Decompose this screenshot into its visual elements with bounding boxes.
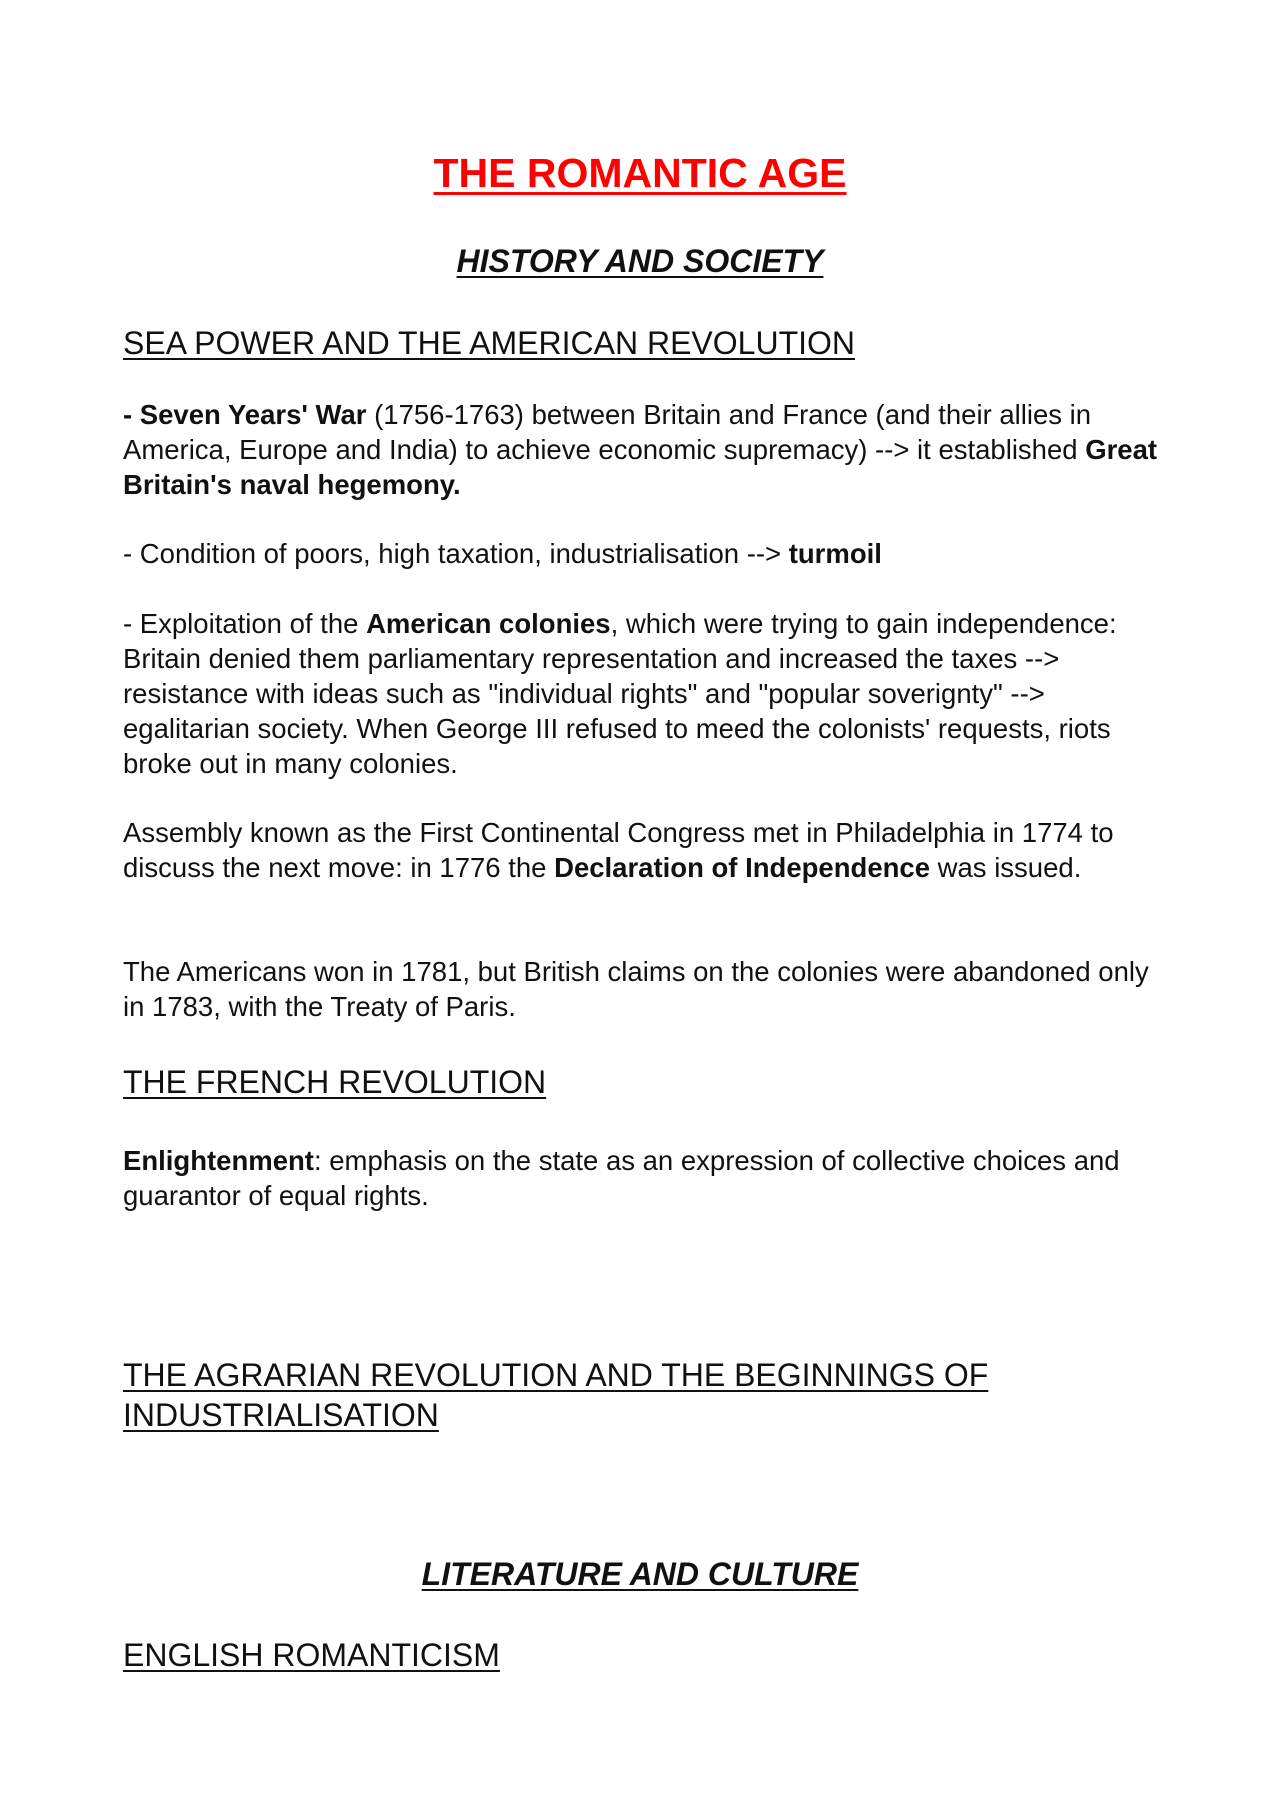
bold-naval-hegemony: Great Britain's naval hegemony.: [123, 434, 1158, 500]
text-condition-of-poors: - Condition of poors, high taxation, industrialisation -->: [123, 538, 789, 569]
text-congress-start: Assembly known as the First Continental Congress met in Philadelphia in 1774 to discuss the next move: in 1776 the: [123, 817, 1114, 883]
subheading-agrarian-revolution: THE AGRARIAN REVOLUTION AND THE BEGINNINGS OF INDUSTRIALISATION: [123, 1357, 989, 1433]
text-seven-years-war: (1756-1763) between Britain and France (and their allies in America, Europe and India) to achieve economic supremacy) --> it established: [123, 399, 1092, 465]
section-heading-literature-and-culture: LITERATURE AND CULTURE: [421, 1556, 859, 1592]
text-exploitation-end: , which were trying to gain independence: Britain denied them parliamentary representation and increased the taxes --> resistance with ideas such as "individual rights" and "popular soverignty" --> egalitarian society. When George III refused to meed the colonists' requests, riots broke out in many colonies.: [123, 608, 1117, 779]
subheading-sea-power: SEA POWER AND THE AMERICAN REVOLUTION: [123, 325, 855, 361]
paragraph-turmoil: [123, 536, 1173, 571]
subheading-french-revolution: THE FRENCH REVOLUTION: [123, 1064, 547, 1100]
subheading-english-romanticism: ENGLISH ROMANTICISM: [123, 1637, 500, 1673]
bold-seven-years-war: - Seven Years' War: [123, 399, 367, 430]
paragraph-enlightenment: [123, 1143, 1173, 1213]
paragraph-american-colonies: [123, 606, 1173, 781]
paragraph-treaty-of-paris: The Americans won in 1781, but British claims on the colonies were abandoned only in 1783, with the Treaty of Paris.: [123, 956, 1149, 1022]
section-heading-history-and-society: HISTORY AND SOCIETY: [456, 243, 824, 279]
text-congress-end: was issued.: [930, 852, 1082, 883]
bold-enlightenment: Enlightenment: [123, 1145, 314, 1176]
paragraph-continental-congress: [123, 815, 1173, 885]
bold-turmoil: turmoil: [788, 538, 882, 569]
bold-american-colonies: American colonies: [366, 608, 611, 639]
bold-declaration-of-independence: Declaration of Independence: [554, 852, 931, 883]
text-exploitation-start: - Exploitation of the: [123, 608, 367, 639]
text-enlightenment: : emphasis on the state as an expression of collective choices and guarantor of equal rights.: [123, 1145, 1120, 1211]
document-title: THE ROMANTIC AGE: [433, 150, 847, 196]
paragraph-seven-years-war: [123, 397, 1173, 502]
